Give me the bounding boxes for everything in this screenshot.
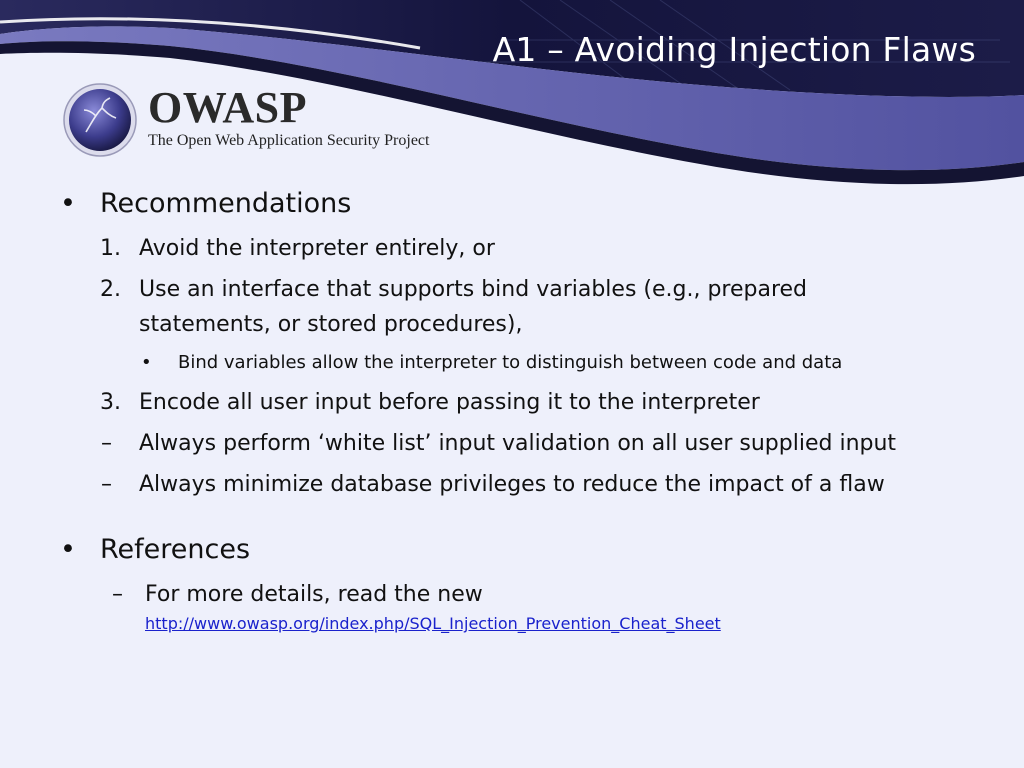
recommendations-heading: Recommendations [100,188,352,219]
sub-bullet-marker: • [141,352,152,373]
list-item: Always minimize database privileges to reduce the impact of a flaw [139,472,885,497]
dash-marker: – [101,431,112,456]
reference-link[interactable]: http://www.owasp.org/index.php/SQL_Injection_Prevention_Cheat_Sheet [145,614,721,633]
list-item-continuation: statements, or stored procedures), [139,312,523,337]
list-item: Use an interface that supports bind variables (e.g., prepared [139,277,808,302]
owasp-tagline: The Open Web Application Security Project [148,132,430,149]
sub-bullet-item: Bind variables allow the interpreter to distinguish between code and data [178,352,843,373]
list-item: Encode all user input before passing it to the interpreter [139,390,760,415]
list-marker: 3. [100,390,121,415]
slide-title: A1 – Avoiding Injection Flaws [492,30,976,69]
dash-marker: – [101,472,112,497]
list-marker: 1. [100,236,121,261]
reference-text: For more details, read the new [145,582,483,607]
bullet-marker: • [60,534,76,565]
list-item: Always perform ‘white list’ input validation on all user supplied input [139,431,897,456]
references-heading: References [100,534,251,565]
list-item: Avoid the interpreter entirely, or [139,236,495,261]
dash-marker: – [112,582,123,607]
owasp-wordmark: OWASP [148,83,307,132]
bullet-marker: • [60,188,76,219]
list-marker: 2. [100,277,121,302]
